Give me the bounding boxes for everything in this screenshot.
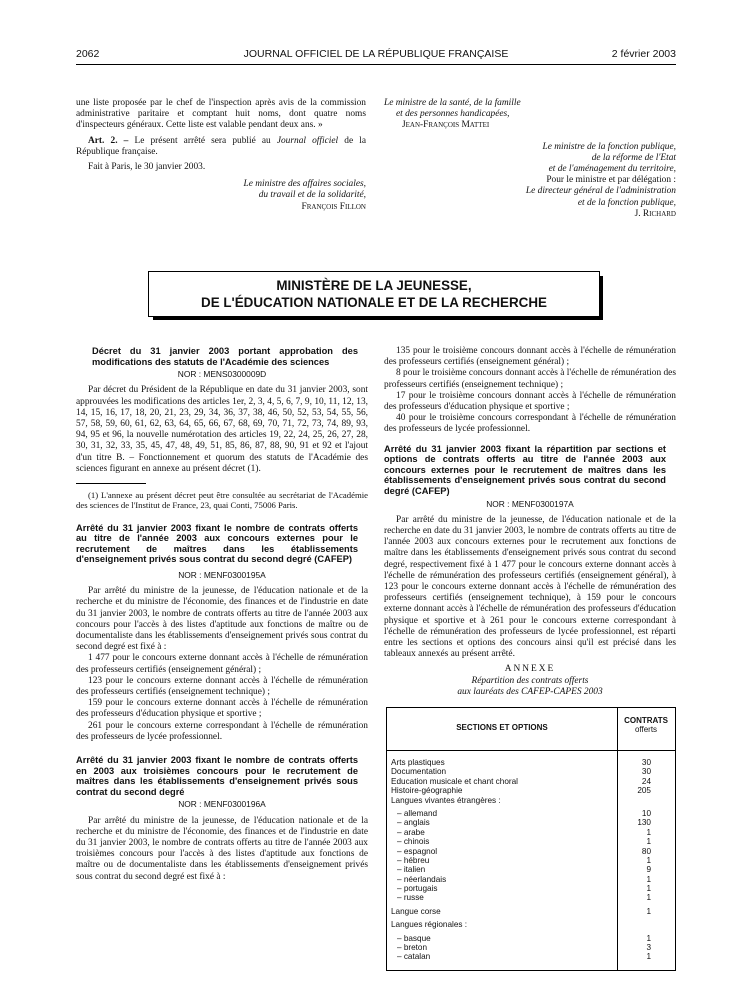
arrete1-item: 1 477 pour le concours externe donnant accès à l'échelle de rémunération des professeurs certifiés (enseignement général) ; <box>76 653 368 675</box>
journal-title: JOURNAL OFFICIEL DE LA RÉPUBLIQUE FRANÇAISE <box>243 48 509 60</box>
signature-block-2 <box>384 98 676 132</box>
continued-paragraph: une liste proposée par le chef de l'inspection après avis de la commission administrative paritaire et comptant huit noms, dont quatre noms d'inspecteurs généraux. Cette liste est valable pendant deux ans. » <box>76 98 366 131</box>
row-value: 1 <box>646 952 651 962</box>
signature-title-2: et des personnes handicapées, <box>396 109 510 120</box>
row-value: 1 <box>646 874 651 884</box>
body-right-column <box>384 346 676 698</box>
table-row <box>387 884 675 893</box>
annex-table <box>386 707 676 971</box>
arrete1-item: 123 pour le concours externe donnant accès à l'échelle de rémunération des professeurs certifiés (enseignement technique) ; <box>76 675 368 698</box>
table-row <box>387 777 675 786</box>
arrete1-item: 261 pour le concours externe correspondant à l'échelle de rémunération des professeurs de lycée professionnel. <box>76 720 368 742</box>
table-row <box>387 875 675 884</box>
signature-title-1: Le ministre de la santé, de la famille <box>384 98 521 108</box>
footnote-rule <box>76 483 146 484</box>
row-label: – allemand <box>397 808 438 818</box>
issue-date: 2 février 2003 <box>611 48 676 60</box>
column-header-contrats-line-2: offerts <box>634 725 658 734</box>
signature-title-1: Le ministre de la fonction publique, <box>542 141 676 152</box>
row-label: Education musicale et chant choral <box>391 776 518 786</box>
row-label: – breton <box>397 943 428 953</box>
row-value: 30 <box>641 758 651 767</box>
row-value: 1 <box>646 893 651 903</box>
table-row <box>387 943 675 952</box>
row-label: – chinois <box>397 837 430 847</box>
table-row <box>387 786 675 795</box>
arrete2-item: 40 pour le troisième concours correspondant à l'échelle de rémunération des professeurs de lycée professionnel. <box>384 413 676 435</box>
ministry-heading-box <box>148 271 600 317</box>
annexe-subtitle-2: aux lauréats des CAFEP-CAPES 2003 <box>457 686 603 697</box>
table-row <box>387 856 675 865</box>
arrete1-intro: Par arrêté du ministre de la jeunesse, de l'éducation nationale et de la recherche et du ministre de l'économie, des finances et de l'industrie en date du 31 janvier 2003, le nombre de contrats offerts au titre de l'année 2003 aux concours pour l'accès à des listes d'aptitude aux fonctions de maître ou de documentaliste dans les établissements d'enseignement privés sous contrat du second degré est fixé à : <box>76 586 368 653</box>
row-value: 24 <box>641 776 651 786</box>
arrete2-intro: Par arrêté du ministre de la jeunesse, de l'éducation nationale et de la recherche et du ministre de l'économie, des finances et de l'industrie en date du 31 janvier 2003, le nombre de contrats offerts au titre de l'année 2003 aux troisièmes concours pour l'accès à des listes d'aptitude aux fonctions de maître ou de documentaliste dans les établissements d'enseignement privés sous contrat du second degré est fixé à : <box>76 815 368 882</box>
row-value: 130 <box>637 818 651 828</box>
row-label: Documentation <box>391 767 447 777</box>
signature-title-2: de la réforme de l'Etat <box>591 152 676 163</box>
signature-title-1: Le ministre des affaires sociales, <box>243 179 366 190</box>
table-row <box>387 934 675 943</box>
row-value: 10 <box>641 808 651 818</box>
signature-name: Jean-François Mattei <box>402 120 490 131</box>
decret-nor: NOR : MENS0300009D <box>177 369 267 380</box>
row-label: – arabe <box>397 827 425 837</box>
row-value: 9 <box>646 865 651 875</box>
decret-body: Par décret du Président de la République en date du 31 janvier 2003, sont approuvées les modifications des articles 1er, 2, 3, 4, 5, 6, 7, 9, 10, 11, 12, 13, 14, 15, 16, 17, 18, 20, 21, 23, 29, 34, 36, 37, 38, 46, 50, 52, 53, 54, 55, 56, 57, 58, 59, 60, 61, 62, 63, 64, 65, 66, 67, 68, 69, 70, 71, 72, 73, 74, 89, 93, 94, 95 et 96, la nouvelle numérotation des articles 19, 22, 24, 25, 26, 27, 28, 30, 31, 32, 33, 35, 45, 47, 48, 49, 51, 85, 86, 87, 88, 90, 91 et 92 et l'ajout d'un titre B. – Fonctionnement et quorum des statuts de l'Académie des sciences figurant en annexe au présent décret (1). <box>76 385 368 474</box>
signature-title-5: Le directeur général de l'administration <box>525 186 676 197</box>
article-2 <box>76 136 366 158</box>
table-row <box>387 893 675 902</box>
row-value: 1 <box>646 884 651 894</box>
row-label: Langues régionales : <box>391 920 468 930</box>
table-body <box>387 758 675 962</box>
row-label: – catalan <box>397 952 431 962</box>
arrete2-nor: NOR : MENF0300196A <box>178 799 266 810</box>
table-row <box>387 847 675 856</box>
signature-title-3: et de l'aménagement du territoire, <box>548 164 676 175</box>
table-row <box>387 865 675 874</box>
row-label: – espagnol <box>397 846 438 856</box>
row-label: Arts plastiques <box>391 758 445 767</box>
row-label: Histoire-géographie <box>391 786 463 796</box>
top-left-column <box>76 98 366 213</box>
row-value: 30 <box>641 767 651 777</box>
ministry-line-2: DE L'ÉDUCATION NATIONALE ET DE LA RECHERCHE <box>201 295 547 310</box>
signature-block-3 <box>384 142 676 220</box>
table-row <box>387 907 675 916</box>
row-value: 1 <box>646 855 651 865</box>
row-value: 1 <box>646 906 651 916</box>
table-row <box>387 920 675 929</box>
row-label: Langues vivantes étrangères : <box>391 795 501 805</box>
row-value: 80 <box>641 846 651 856</box>
row-value: 1 <box>646 827 651 837</box>
row-label: – russe <box>397 893 424 903</box>
signature-block-1 <box>76 179 366 213</box>
decret-footnote: (1) L'annexe au présent décret peut être consultée au secrétariat de l'Académie des sciences de l'Institut de France, 23, quai Conti, 75006 Paris. <box>76 490 368 511</box>
arrete1-title: Arrêté du 31 janvier 2003 fixant le nombre de contrats offerts au titre de l'année 2003 aux concours externes pour le recrutement de maîtres dans les établissements d'enseignement privés sous contrat du second degré (CAFEP) <box>76 522 358 565</box>
signature-name: J. Richard <box>634 208 676 219</box>
table-row <box>387 758 675 767</box>
article-2-journal: Journal officiel <box>276 135 339 146</box>
arrete2-item: 17 pour le troisième concours donnant accès à l'échelle de rémunération des professeurs d'éducation physique et sportive ; <box>384 390 676 413</box>
column-header-contrats-line-1: CONTRATS <box>624 716 668 725</box>
row-value: 205 <box>637 786 651 796</box>
article-2-lead: Art. 2. – <box>88 135 129 146</box>
row-value: 1 <box>646 933 651 943</box>
arrete3-title: Arrêté du 31 janvier 2003 fixant la répartition par sections et options de contrats offerts au titre de l'année 2003 aux concours externes pour le recrutement de maîtres dans les établissements d'enseignement privés sous contrat du second degré (CAFEP) <box>384 443 666 496</box>
column-header-contrats <box>617 716 675 734</box>
arrete2-item: 8 pour le troisième concours donnant accès à l'échelle de rémunération des professeurs certifiés (enseignement technique) ; <box>384 368 676 390</box>
row-label: – néerlandais <box>397 874 447 884</box>
arrete1-item: 159 pour le concours externe donnant accès à l'échelle de rémunération des professeurs d'éducation physique et sportive ; <box>76 698 368 720</box>
column-header-sections: SECTIONS ET OPTIONS <box>456 723 548 732</box>
row-label: – hébreu <box>397 855 430 865</box>
decret-title: Décret du 31 janvier 2003 portant approbation des modifications des statuts de l'Académie des sciences <box>92 346 358 367</box>
page-number: 2062 <box>76 48 100 60</box>
row-label: Langue corse <box>391 906 441 916</box>
table-row <box>387 828 675 837</box>
row-label: – portugais <box>397 884 438 894</box>
ministry-line-1: MINISTÈRE DE LA JEUNESSE, <box>276 278 472 293</box>
signature-name: François Fillon <box>301 201 366 212</box>
table-header <box>387 708 675 751</box>
table-row <box>387 809 675 818</box>
signature-delegation: Pour le ministre et par délégation : <box>546 175 676 186</box>
row-label: – anglais <box>397 818 430 828</box>
arrete2-item: 135 pour le troisième concours donnant accès à l'échelle de rémunération des professeurs certifiés (enseignement général) ; <box>384 346 676 368</box>
header-rule <box>76 64 676 65</box>
table-row <box>387 952 675 961</box>
arrete1-nor: NOR : MENF0300195A <box>178 569 266 580</box>
top-right-column <box>384 98 676 220</box>
row-label: – italien <box>397 865 426 875</box>
table-row <box>387 767 675 776</box>
table-row <box>387 796 675 805</box>
fait-a-paris: Fait à Paris, le 30 janvier 2003. <box>88 162 206 173</box>
page-header <box>76 48 676 64</box>
article-2-text-a: Le présent arrêté sera publié au <box>128 135 277 146</box>
annexe-subtitle-1: Répartition des contrats offerts <box>471 675 589 686</box>
row-value: 1 <box>646 837 651 847</box>
signature-title-6: et de la fonction publique, <box>577 197 676 208</box>
signature-title-2: du travail et de la solidarité, <box>258 190 366 201</box>
row-label: – basque <box>397 933 431 943</box>
article-2-text-b: de la République française. <box>76 135 366 157</box>
annexe-title: ANNEXE <box>504 664 556 675</box>
arrete3-body: Par arrêté du ministre de la jeunesse, de l'éducation nationale et de la recherche en date du 31 janvier 2003, le nombre de contrats offerts au titre de l'année 2003 aux concours externes pour le recrutement aux fonctions de maître dans les établissements d'enseignement privés sous contrat du second degré, respectivement fixé à 1 477 pour le concours externe donnant accès à l'échelle de rémunération des professeurs certifiés (enseignement général), à 123 pour le concours externe donnant accès à l'échelle de rémunération des professeurs certifiés (enseignement technique), à 159 pour le concours externe donnant accès à l'échelle de rémunération des professeurs d'éducation physique et sportive et à 261 pour le concours externe correspondant à l'échelle de rémunération des professeurs de lycée professionnel, est réparti entre les sections et options des concours ainsi qu'il est précisé dans les tableaux annexés au présent arrêté. <box>384 514 676 660</box>
arrete3-nor: NOR : MENF0300197A <box>486 498 574 509</box>
body-left-column <box>76 346 368 883</box>
row-value: 3 <box>646 943 651 953</box>
table-row <box>387 818 675 827</box>
arrete2-title: Arrêté du 31 janvier 2003 fixant le nombre de contrats offerts en 2003 aux troisièmes concours pour le recrutement de maîtres dans les établissements d'enseignement privés sous contrat du second degré <box>76 755 358 797</box>
table-row <box>387 837 675 846</box>
